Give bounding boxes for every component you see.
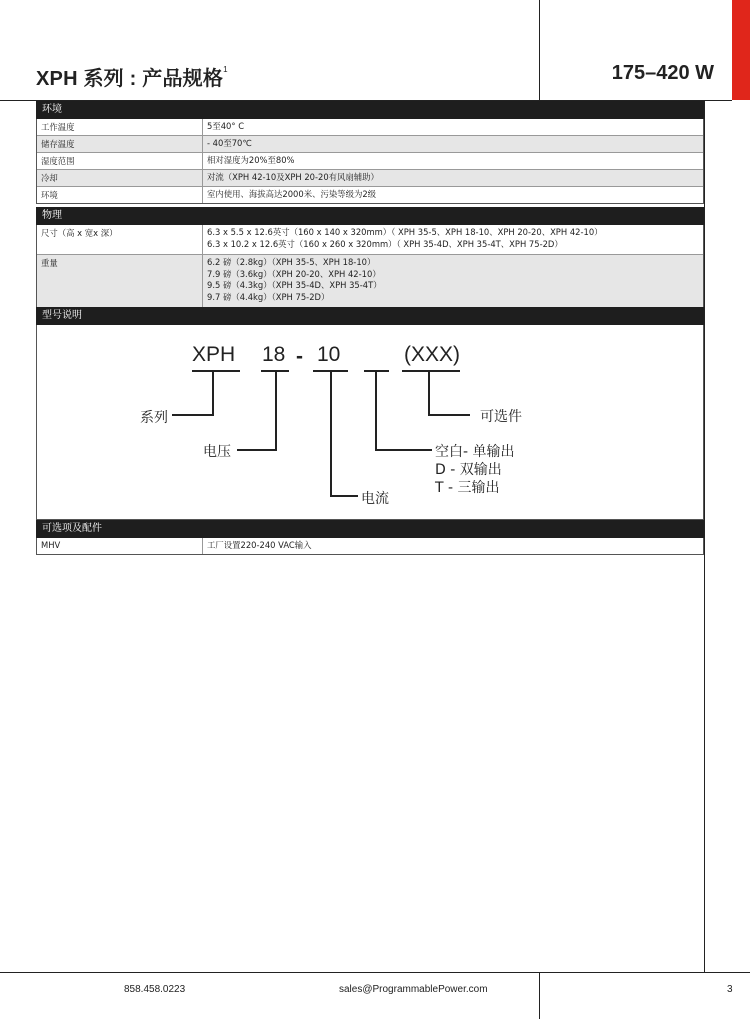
model-part-dash: -: [296, 345, 303, 368]
row-label: 环境: [37, 187, 203, 203]
row-value: 室内使用、海拔高达2000米、污染等级为2级: [207, 189, 377, 199]
model-part-current: 10: [317, 343, 341, 366]
label-voltage: 电压: [203, 444, 231, 460]
page-title: XPH 系列 : 产品规格$^1$: [36, 65, 228, 90]
row-label: 储存温度: [37, 136, 203, 152]
row-value: 工厂设置220-240 VAC输入: [207, 540, 312, 550]
title-footnote-mark: 1: [223, 65, 228, 74]
row-value: - 40至70℃: [207, 138, 252, 148]
section-heading-physical: 物理: [36, 207, 704, 225]
label-output-t: T - 三输出: [435, 480, 500, 496]
row-value: 6.2 磅（2.8kg）（XPH 35-5、XPH 18-10） 7.9 磅（3.6kg）（XPH 20-20、XPH 42-10） 9.5 磅（4.3kg）（XPH 35-4D、XPH 35-4T） 9.7 磅（4.4kg）（XPH 75-2D）: [207, 257, 382, 302]
model-part-series: XPH: [192, 343, 236, 366]
accessories-table: [36, 538, 704, 555]
row-value: 相对湿度为20%至80%: [207, 155, 295, 165]
label-series: 系列: [140, 410, 168, 426]
row-value: 对流（XPH 42-10及XPH 20-20有风扇辅助）: [207, 172, 379, 182]
model-part-voltage: 18: [262, 343, 286, 366]
section-heading-accessories: 可选项及配件: [36, 520, 704, 538]
row-value: 6.3 x 5.5 x 12.6英寸（160 x 140 x 320mm）（ XPH 35-5、XPH 18-10、XPH 20-20、XPH 42-10） 6.3 x 10.2 x 12.6英寸（160 x 260 x 320mm）（ XPH 35-4D、XPH 35-4T、XPH 75-2D）: [207, 227, 603, 249]
section-heading-model: 型号说明: [36, 307, 704, 325]
power-range: 175–420 W: [611, 62, 714, 84]
section-heading-environment: 环境: [36, 101, 704, 119]
footer-email[interactable]: sales@ProgrammablePower.com: [339, 984, 488, 995]
label-options: 可选件: [480, 409, 522, 425]
row-label: MHV: [37, 538, 203, 554]
model-part-options: (XXX): [404, 343, 461, 366]
row-label: 冷却: [37, 170, 203, 186]
row-label: 尺寸（高 x 宽x 深）: [37, 225, 203, 254]
row-value: 5至40° C: [207, 121, 245, 131]
row-label: 工作温度: [37, 119, 203, 135]
row-label: 湿度范围: [37, 153, 203, 169]
label-current: 电流: [361, 491, 389, 507]
row-label: 重量: [37, 255, 203, 307]
label-output-blank: 空白- 单输出: [435, 444, 515, 460]
label-output-d: D - 双输出: [435, 462, 502, 478]
footer-phone: 858.458.0223: [124, 984, 186, 995]
table-row: [37, 538, 703, 554]
page-number: 3: [727, 984, 733, 995]
